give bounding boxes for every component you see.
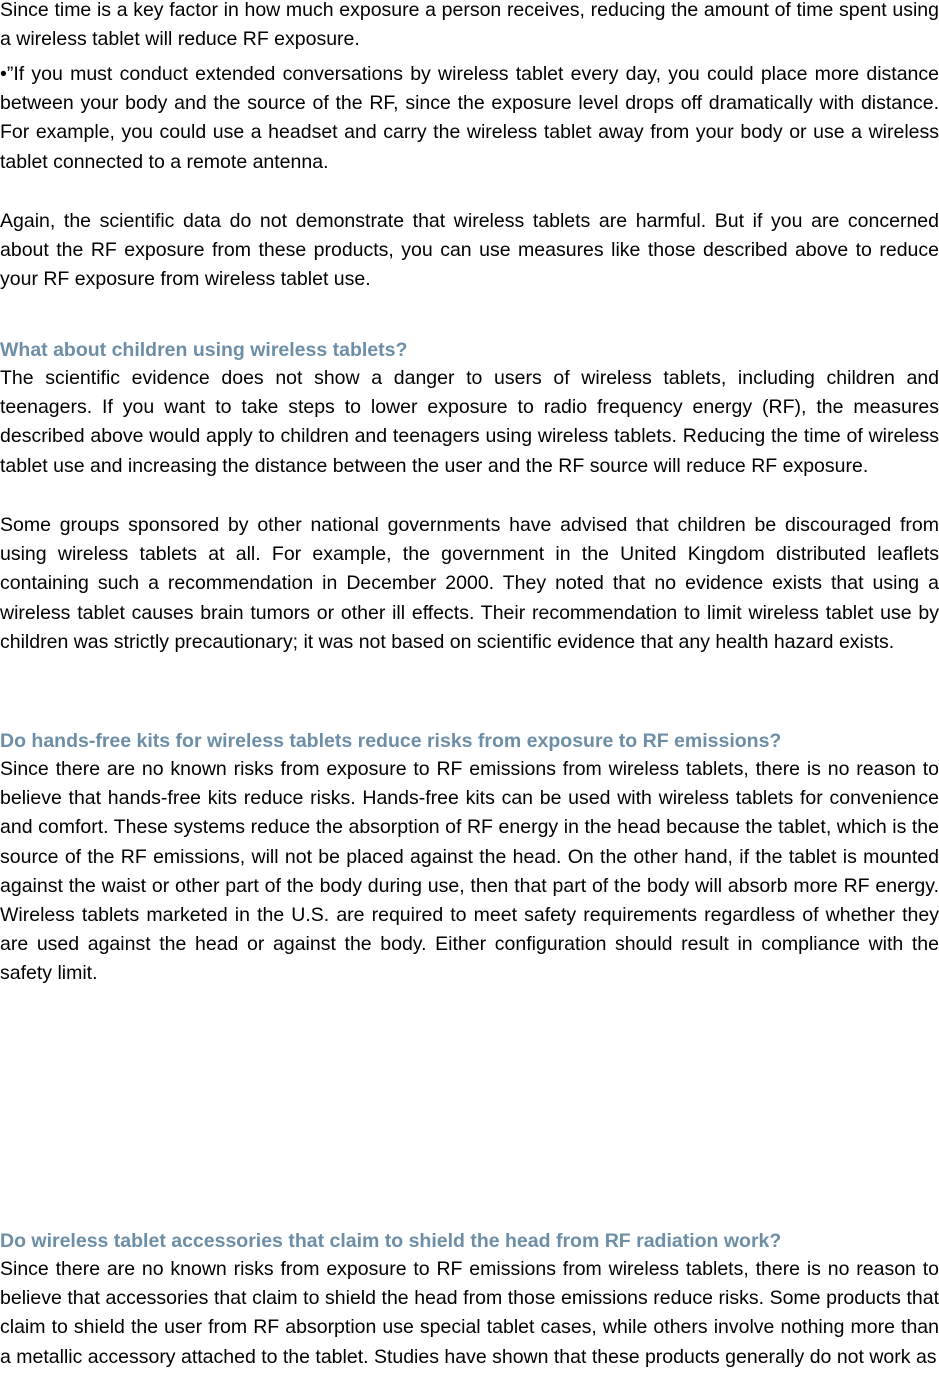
heading-shield-accessories: Do wireless tablet accessories that claim to shield the head from RF radiation work? xyxy=(0,1230,782,1252)
paragraph-time-factor: Since time is a key factor in how much exposure a person receives, reducing the amount of time spent using a wireless tablet will reduce RF exposure. xyxy=(0,0,939,51)
paragraph-scientific-data: Again, the scientific data do not demonstrate that wireless tablets are harmful. But if you are concerned about the RF exposure from these products, you can use measures like those described above to reduce your RF exposure from wireless tablet use. xyxy=(0,210,939,291)
paragraph-distance-advice: •”If you must conduct extended conversations by wireless tablet every day, you could place more distance between your body and the source of the RF, since the exposure level drops off dramatically with distance. For example, you could use a headset and carry the wireless tablet away from your body or use a wireless tablet connected to a remote antenna. xyxy=(0,63,939,173)
heading-children: What about children using wireless tablets? xyxy=(0,339,408,361)
heading-hands-free-kits: Do hands-free kits for wireless tablets reduce risks from exposure to RF emissions? xyxy=(0,730,782,752)
paragraph-shield-accessories: Since there are no known risks from exposure to RF emissions from wireless tablets, there is no reason to believe that accessories that claim to shield the head from those emissions reduce risks. Some products that claim to shield the user from RF absorption use special tablet cases, while others involve nothing more than a metallic accessory attached to the tablet. Studies have shown that these products generally do not work as xyxy=(0,1258,939,1368)
paragraph-children-evidence: The scientific evidence does not show a danger to users of wireless tablets, including children and teenagers. If you want to take steps to lower exposure to radio frequency energy (RF), the measures described above would apply to children and teenagers using wireless tablets. Reducing the time of wireless tablet use and increasing the distance between the user and the RF source will reduce RF exposure. xyxy=(0,367,939,477)
paragraph-children-governments: Some groups sponsored by other national governments have advised that children be discouraged from using wireless tablets at all. For example, the government in the United Kingdom distributed leaflets containing such a recommendation in December 2000. They noted that no evidence exists that using a wireless tablet causes brain tumors or other ill effects. Their recommendation to limit wireless tablet use by children was strictly precautionary; it was not based on scientific evidence that any health hazard exists. xyxy=(0,514,939,653)
paragraph-hands-free-kits: Since there are no known risks from exposure to RF emissions from wireless tablets, there is no reason to believe that hands-free kits reduce risks. Hands-free kits can be used with wireless tablets for convenience and comfort. These systems reduce the absorption of RF energy in the head because the tablet, which is the source of the RF emissions, will not be placed against the head. On the other hand, if the tablet is mounted against the waist or other part of the body during use, then that part of the body will absorb more RF energy. Wireless tablets marketed in the U.S. are required to meet safety requirements regardless of whether they are used against the head or against the body. Either configuration should result in compliance with the safety limit. xyxy=(0,758,939,985)
